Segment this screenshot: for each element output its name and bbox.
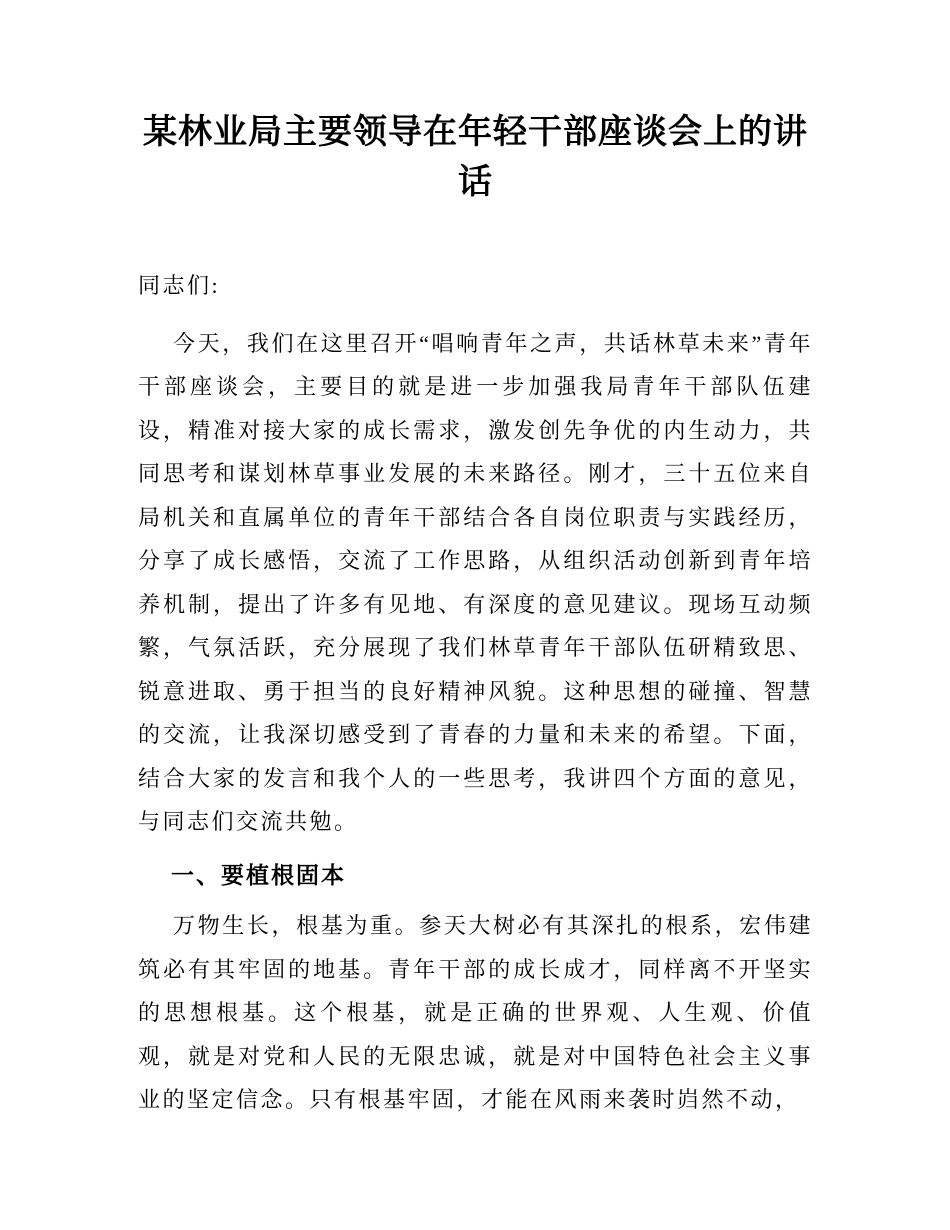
section-heading-1: 一、要植根固本 — [171, 861, 346, 888]
paragraph-intro: 今天，我们在这里召开“唱响青年之声，共话林草未来”青年干部座谈会，主要目的就是进一步加强我局青年干部队伍建设，精准对接大家的成长需求，激发创先争优的内生动力，共同思考和谋划林草事业发展的未来路径。刚才，三十五位来自局机关和直属单位的青年干部结合各自岗位职责与实践经历，分享了成长感悟，交流了工作思路，从组织活动创新到青年培养机制，提出了许多有见地、有深度的意见建议。现场互动频繁，气氛活跃，充分展现了我们林草青年干部队伍研精致思、锐意进取、勇于担当的良好精神风貌。这种思想的碰撞、智慧的交流，让我深切感受到了青春的力量和未来的希望。下面，结合大家的发言和我个人的一些思考，我讲四个方面的意见，与同志们交流共勉。 — [138, 330, 813, 834]
salutation: 同志们: — [138, 273, 221, 298]
document-title: 某林业局主要领导在年轻干部座谈会上的讲话 — [143, 114, 808, 201]
paragraph-section-1-body: 万物生长，根基为重。参天大树必有其深扎的根系，宏伟建筑必有其牢固的地基。青年干部的成长成才，同样离不开坚实的思想根基。这个根基，就是正确的世界观、人生观、价值观，就是对党和人民的无限忠诚，就是对中国特色社会主义事业的坚定信念。只有根基牢固，才能在风雨来袭时岿然不动， — [138, 913, 813, 1112]
